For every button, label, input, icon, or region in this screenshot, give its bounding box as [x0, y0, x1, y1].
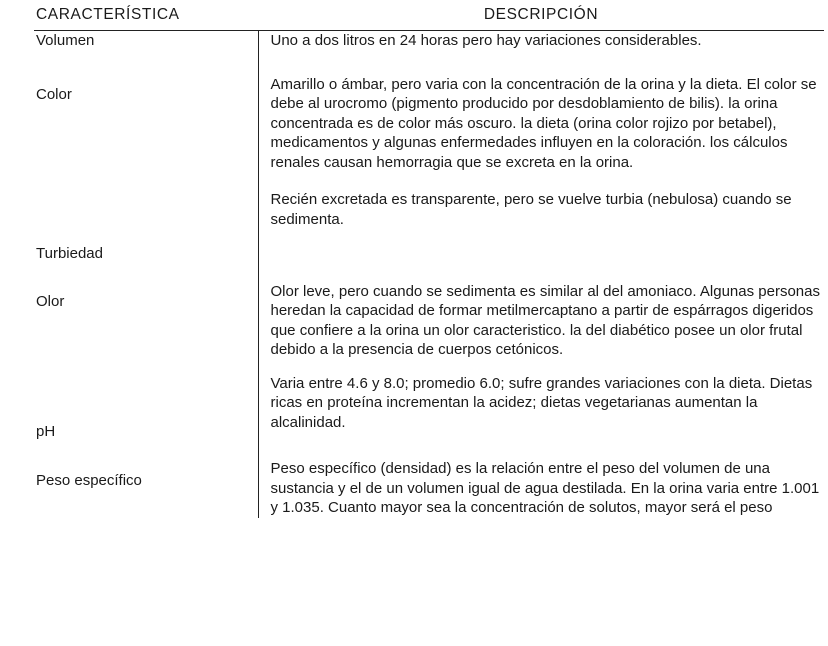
- cell-characteristic: [34, 360, 258, 442]
- characteristic-label: Turbiedad: [36, 245, 103, 262]
- description-text: Peso específico (densidad) es la relación entre el peso del volumen de una sustancia y el de un volumen igual de agua destilada. En la orina varia entre 1.001 y 1.035. Cuanto mayor sea la concentración de solutos, mayor será el peso: [270, 460, 820, 516]
- table-row: [34, 31, 824, 51]
- cell-description: [258, 51, 824, 173]
- characteristic-label: Peso específico: [36, 472, 142, 489]
- cell-characteristic: [34, 172, 258, 264]
- table-row: [34, 264, 824, 360]
- table-header: [34, 6, 824, 31]
- table-row: [34, 51, 824, 173]
- cell-characteristic: [34, 51, 258, 173]
- description-text: Amarillo o ámbar, pero varia con la concentración de la orina y la dieta. El color se debe al urocromo (pigmento producido por desdoblamiento de bilis). la orina concentrada es de color más oscuro. la dieta (orina color rojizo por betabel), medicamentos y algunas enfermedades influyen en la coloración. los cálculos renales causan hemorragia que se excreta en la orina.: [270, 75, 817, 171]
- urine-characteristics-table: [34, 6, 824, 518]
- table-row: [34, 360, 824, 442]
- column-header-characteristic: CARACTERÍSTICA: [36, 6, 180, 23]
- cell-description: [258, 172, 824, 264]
- cell-description: [258, 441, 824, 518]
- cell-description: [258, 264, 824, 360]
- cell-description: [258, 360, 824, 442]
- table-row: [34, 172, 824, 264]
- document-page: [0, 6, 828, 646]
- description-text: Olor leve, pero cuando se sedimenta es similar al del amoniaco. Algunas personas heredan la capacidad de formar metilmercaptano a partir de espárragos digeridos que confiere a la orina un olor caracteristico. la del diabético posee un olor frutal debido a la presencia de cuerpos cetónicos.: [270, 282, 820, 358]
- characteristic-label: pH: [36, 422, 56, 440]
- characteristic-label: Volumen: [36, 32, 95, 49]
- cell-characteristic: [34, 31, 258, 51]
- characteristic-label: Olor: [36, 292, 65, 310]
- description-text: Uno a dos litros en 24 horas pero hay variaciones considerables.: [270, 32, 702, 49]
- description-text: Varia entre 4.6 y 8.0; promedio 6.0; sufre grandes variaciones con la dieta. Dietas ricas en proteína incrementan la acidez; dietas vegetarianas aumentan la alcalinidad.: [270, 374, 813, 431]
- cell-characteristic: [34, 441, 258, 518]
- cell-characteristic: [34, 264, 258, 360]
- table-row: [34, 441, 824, 518]
- description-text: Recién excretada es transparente, pero se vuelve turbia (nebulosa) cuando se sedimenta.: [270, 191, 792, 228]
- table-header-row: [34, 6, 824, 31]
- table-body: [34, 31, 824, 518]
- column-header-description: DESCRIPCIÓN: [483, 6, 599, 23]
- cell-description: [258, 31, 824, 51]
- characteristic-label: Color: [36, 85, 72, 103]
